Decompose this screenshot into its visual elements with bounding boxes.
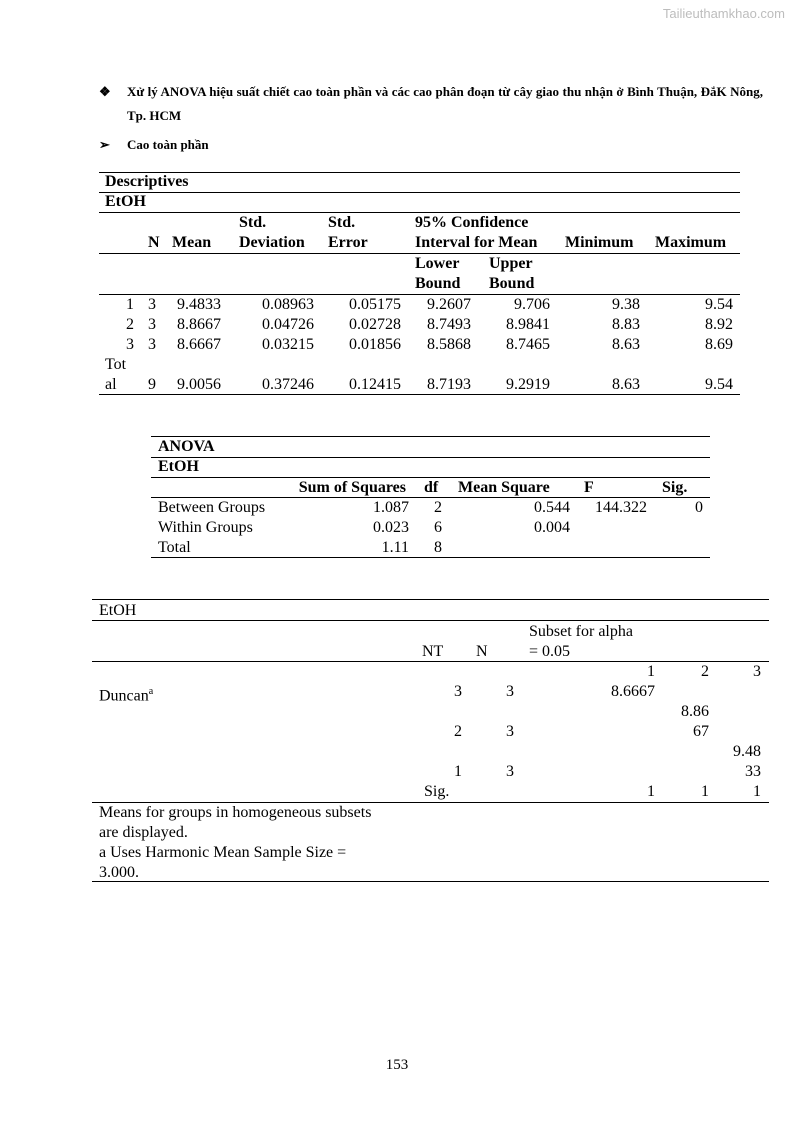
cell-subset-3: 1 <box>753 783 761 800</box>
cell-upper: 9.706 <box>514 296 550 313</box>
table-rule <box>151 457 710 458</box>
cell-source: Between Groups <box>158 499 266 516</box>
cell-mean: 9.0056 <box>177 376 221 393</box>
cell-ss: 1.087 <box>373 499 409 516</box>
cell-upper: 9.2919 <box>506 376 550 393</box>
cell-maximum: 8.92 <box>705 316 733 333</box>
cell-minimum: 8.63 <box>612 336 640 353</box>
cell-subset-2: 1 <box>701 783 709 800</box>
cell-n: 3 <box>506 683 514 700</box>
header-n: N <box>148 234 160 251</box>
table-variable: EtOH <box>158 458 199 475</box>
footnote: a Uses Harmonic Mean Sample Size = <box>99 844 347 861</box>
watermark: Tailieuthamkhao.com <box>662 6 785 21</box>
cell-subset-1: 1 <box>647 783 655 800</box>
subsection-heading-text: Cao toàn phần <box>127 137 209 152</box>
table-rule <box>92 599 769 600</box>
cell-std-err: 0.05175 <box>349 296 401 313</box>
cell-total-label: al <box>105 376 117 393</box>
table-rule <box>99 172 740 173</box>
table-rule <box>92 881 769 882</box>
header-n: N <box>476 643 488 660</box>
cell-std-dev: 0.08963 <box>262 296 314 313</box>
table-title: ANOVA <box>158 438 215 455</box>
header-mean-square: Mean Square <box>458 479 550 496</box>
cell-nt: 1 <box>454 763 462 780</box>
cell-minimum: 8.83 <box>612 316 640 333</box>
section-heading <box>99 80 763 128</box>
header-subset-1: 1 <box>647 663 655 680</box>
cell-mean: 8.8667 <box>177 316 221 333</box>
header-lower-bound: Lower <box>415 255 460 272</box>
cell-total-label: Tot <box>105 356 127 373</box>
cell-maximum: 8.69 <box>705 336 733 353</box>
duncan-method-label <box>99 682 153 706</box>
cell-maximum: 9.54 <box>705 296 733 313</box>
cell-ss: 1.11 <box>381 539 409 556</box>
header-sum-of-squares: Sum of Squares <box>298 479 406 496</box>
section-heading-text: Xử lý ANOVA hiệu suất chiết cao toàn phần và các cao phân đoạn từ cây giao thu nhận ở Bình Thuận, ĐắK Nông, Tp. HCM <box>127 84 763 123</box>
header-lower-bound: Bound <box>415 275 461 292</box>
header-ci: Interval for Mean <box>415 234 538 251</box>
header-subset: Subset for alpha <box>529 623 633 640</box>
header-maximum: Maximum <box>655 234 727 251</box>
cell-n: 3 <box>506 723 514 740</box>
cell-lower: 8.7493 <box>427 316 471 333</box>
diamond-bullet-icon: ❖ <box>99 84 111 99</box>
cell-ms: 0.004 <box>534 519 570 536</box>
footnote: Means for groups in homogeneous subsets <box>99 804 372 821</box>
cell-subset-1: 8.6667 <box>611 683 655 700</box>
cell-n: 3 <box>506 763 514 780</box>
cell-source: Within Groups <box>158 519 253 536</box>
header-f: F <box>584 479 594 496</box>
header-upper-bound: Bound <box>489 275 535 292</box>
cell-ms: 0.544 <box>534 499 570 516</box>
cell-df: 6 <box>434 519 442 536</box>
header-df: df <box>424 479 439 496</box>
cell-f: 144.322 <box>595 499 647 516</box>
cell-std-dev: 0.37246 <box>262 376 314 393</box>
header-subset: = 0.05 <box>529 643 571 660</box>
cell-subset-2: 67 <box>693 723 709 740</box>
cell-lower: 8.5868 <box>427 336 471 353</box>
cell-df: 2 <box>434 499 442 516</box>
header-std-err: Error <box>328 234 368 251</box>
table-rule <box>92 620 769 621</box>
table-rule <box>99 192 740 193</box>
footnote: are displayed. <box>99 824 188 841</box>
header-upper-bound: Upper <box>489 255 533 272</box>
cell-subset-3: 33 <box>745 763 761 780</box>
cell-group: 3 <box>126 336 134 353</box>
arrow-bullet-icon: ➢ <box>99 137 110 152</box>
cell-nt: 3 <box>454 683 462 700</box>
cell-std-dev: 0.03215 <box>262 336 314 353</box>
cell-subset-3: 9.48 <box>733 743 761 760</box>
cell-upper: 8.7465 <box>506 336 550 353</box>
cell-sig: 0 <box>695 499 703 516</box>
cell-lower: 8.7193 <box>427 376 471 393</box>
table-title: Descriptives <box>105 173 189 190</box>
header-nt: NT <box>422 643 444 660</box>
cell-maximum: 9.54 <box>705 376 733 393</box>
cell-n: 9 <box>148 376 156 393</box>
cell-nt: 2 <box>454 723 462 740</box>
header-std-dev: Deviation <box>239 234 305 251</box>
cell-upper: 8.9841 <box>506 316 550 333</box>
cell-lower: 9.2607 <box>427 296 471 313</box>
cell-minimum: 8.63 <box>612 376 640 393</box>
cell-sig-label: Sig. <box>424 783 450 800</box>
cell-std-err: 0.02728 <box>349 316 401 333</box>
header-std-dev: Std. <box>239 214 267 231</box>
cell-std-err: 0.12415 <box>349 376 401 393</box>
cell-group: 2 <box>126 316 134 333</box>
table-rule <box>151 557 710 558</box>
method-name: Duncan <box>99 687 149 705</box>
table-rule <box>99 394 740 395</box>
header-minimum: Minimum <box>565 234 634 251</box>
header-sig: Sig. <box>662 479 688 496</box>
table-variable: EtOH <box>105 193 146 210</box>
header-subset-2: 2 <box>701 663 709 680</box>
header-subset-3: 3 <box>753 663 761 680</box>
cell-mean: 9.4833 <box>177 296 221 313</box>
cell-ss: 0.023 <box>373 519 409 536</box>
cell-n: 3 <box>148 296 156 313</box>
cell-minimum: 9.38 <box>612 296 640 313</box>
table-variable: EtOH <box>99 602 137 619</box>
header-mean: Mean <box>172 234 212 251</box>
cell-subset-2: 8.86 <box>681 703 709 720</box>
table-rule <box>151 436 710 437</box>
cell-source: Total <box>158 539 191 556</box>
footnote: 3.000. <box>99 864 139 881</box>
cell-std-dev: 0.04726 <box>262 316 314 333</box>
cell-n: 3 <box>148 336 156 353</box>
cell-std-err: 0.01856 <box>349 336 401 353</box>
cell-mean: 8.6667 <box>177 336 221 353</box>
subsection-heading <box>99 137 209 153</box>
method-footnote-marker: a <box>148 686 154 697</box>
cell-group: 1 <box>126 296 134 313</box>
page-number: 153 <box>385 1057 409 1073</box>
cell-n: 3 <box>148 316 156 333</box>
header-std-err: Std. <box>328 214 356 231</box>
cell-df: 8 <box>434 539 442 556</box>
header-ci: 95% Confidence <box>415 214 529 231</box>
